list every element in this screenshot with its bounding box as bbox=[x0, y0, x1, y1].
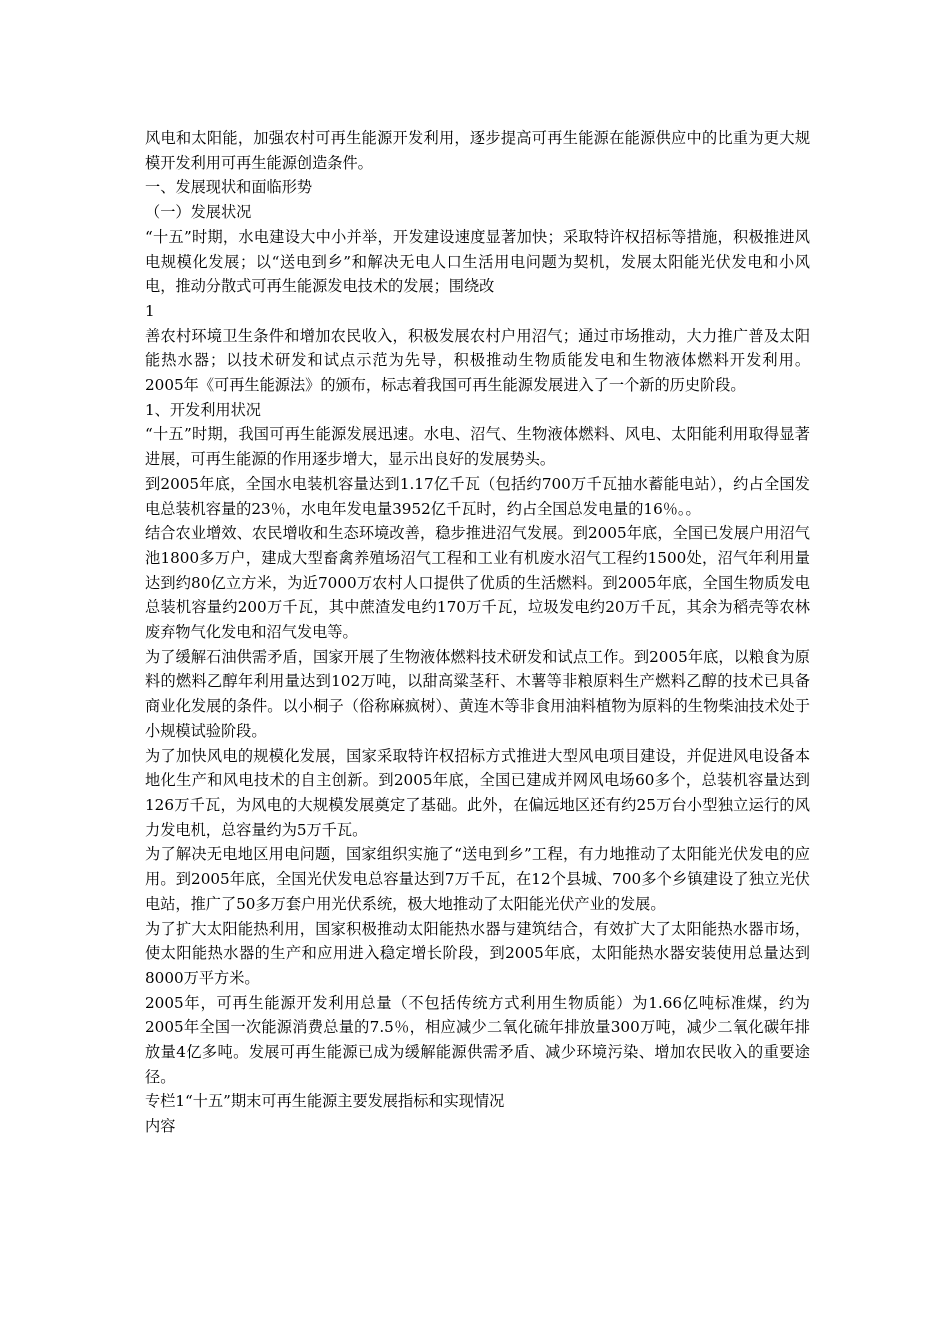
paragraph-solar-thermal: 为了扩大太阳能热利用，国家积极推动太阳能热水器与建筑结合，有效扩大了太阳能热水器市场，使太阳能热水器的生产和应用进入稳定增长阶段，到2005年底，太阳能热水器安装使用总量达到8000万平方米。 bbox=[145, 919, 810, 987]
paragraph-intro-continuation: 风电和太阳能，加强农村可再生能源开发利用，逐步提高可再生能源在能源供应中的比重为更大规模开发利用可再生能源创造条件。 bbox=[145, 129, 810, 172]
subsection-heading-development-status: （一）发展状况 bbox=[145, 203, 252, 222]
paragraph-hydropower: 到2005年底，全国水电装机容量达到1.17亿千瓦（包括约700万千瓦抽水蓄能电站），约占全国发电总装机容量的23％，水电年发电量3952亿千瓦时，约占全国总发电量的16％。。 bbox=[145, 474, 810, 518]
box-title-column-1: 专栏1“十五”期末可再生能源主要发展指标和实现情况 bbox=[145, 1092, 505, 1111]
subsection-heading-utilization-status: 1、开发利用状况 bbox=[145, 400, 261, 419]
page-number: 1 bbox=[145, 301, 155, 320]
paragraph-rapid-development: “十五”时期，我国可再生能源发展迅速。水电、沼气、生物液体燃料、风电、太阳能利用取得显著进展，可再生能源的作用逐步增大，显示出良好的发展势头。 bbox=[145, 425, 810, 469]
paragraph-tenth-five-year-overview: “十五”时期，水电建设大中小并举，开发建设速度显著加快；采取特许权招标等措施，积极推进风电规模化发展；以“送电到乡”和解决无电人口生活用电问题为契机，发展太阳能光伏发电和小风电，推动分散式可再生能源发电技术的发展；围绕改 bbox=[145, 227, 810, 296]
table-header-content: 内容 bbox=[145, 1117, 176, 1136]
paragraph-solar-pv: 为了解决无电地区用电问题，国家组织实施了“送电到乡”工程，有力地推动了太阳能光伏发电的应用。到2005年底，全国光伏发电总容量达到7万千瓦，在12个县城、700多个乡镇建设了独立光伏电站，推广了50多万套户用光伏系统，极大地推动了太阳能光伏产业的发展。 bbox=[145, 845, 810, 913]
paragraph-biogas-and-biomass: 结合农业增效、农民增收和生态环境改善，稳步推进沼气发展。到2005年底，全国已发展户用沼气池1800多万户，建成大型畜禽养殖场沼气工程和工业有机废水沼气工程约1500处，沼气年利用量达到约80亿立方米，为近7000万农村人口提供了优质的生活燃料。到2005年底，全国生物质发电总装机容量约200万千瓦，其中蔗渣发电约170万千瓦，垃圾发电约20万千瓦，其余为稻壳等农林废弃物气化发电和沼气发电等。 bbox=[145, 524, 810, 642]
document-page bbox=[145, 126, 810, 1139]
paragraph-liquid-biofuels: 为了缓解石油供需矛盾，国家开展了生物液体燃料技术研发和试点工作。到2005年底，以粮食为原料的燃料乙醇年利用量达到102万吨，以甜高粱茎秆、木薯等非粮原料生产燃料乙醇的技术已具备商业化发展的条件。以小桐子（俗称麻疯树）、黄连木等非食用油料植物为原料的生物柴油技术处于小规模试验阶段。 bbox=[145, 647, 810, 740]
paragraph-wind-power: 为了加快风电的规模化发展，国家采取特许权招标方式推进大型风电项目建设，并促进风电设备本地化生产和风电技术的自主创新。到2005年底，全国已建成并网风电场60多个，总装机容量达到126万千瓦，为风电的大规模发展奠定了基础。此外，在偏远地区还有约25万台小型独立运行的风力发电机，总容量约为5万千瓦。 bbox=[145, 746, 810, 839]
paragraph-total-utilization-2005: 2005年，可再生能源开发利用总量（不包括传统方式利用生物质能）为1.66亿吨标准煤，约为2005年全国一次能源消费总量的7.5％，相应减少二氧化硫年排放量300万吨，减少二氧化碳年排放量4亿多吨。发展可再生能源已成为缓解能源供需矛盾、减少环境污染、增加农民收入的重要途径。 bbox=[145, 993, 810, 1086]
section-heading-status-and-situation: 一、发展现状和面临形势 bbox=[145, 178, 313, 197]
paragraph-rural-energy-and-law: 善农村环境卫生条件和增加农民收入，积极发展农村户用沼气；通过市场推动，大力推广普及太阳能热水器；以技术研发和试点示范为先导，积极推动生物质能发电和生物液体燃料开发利用。 2005年《可再生能源法》的颁布，标志着我国可再生能源发展进入了一个新的历史阶段。 bbox=[145, 326, 810, 395]
